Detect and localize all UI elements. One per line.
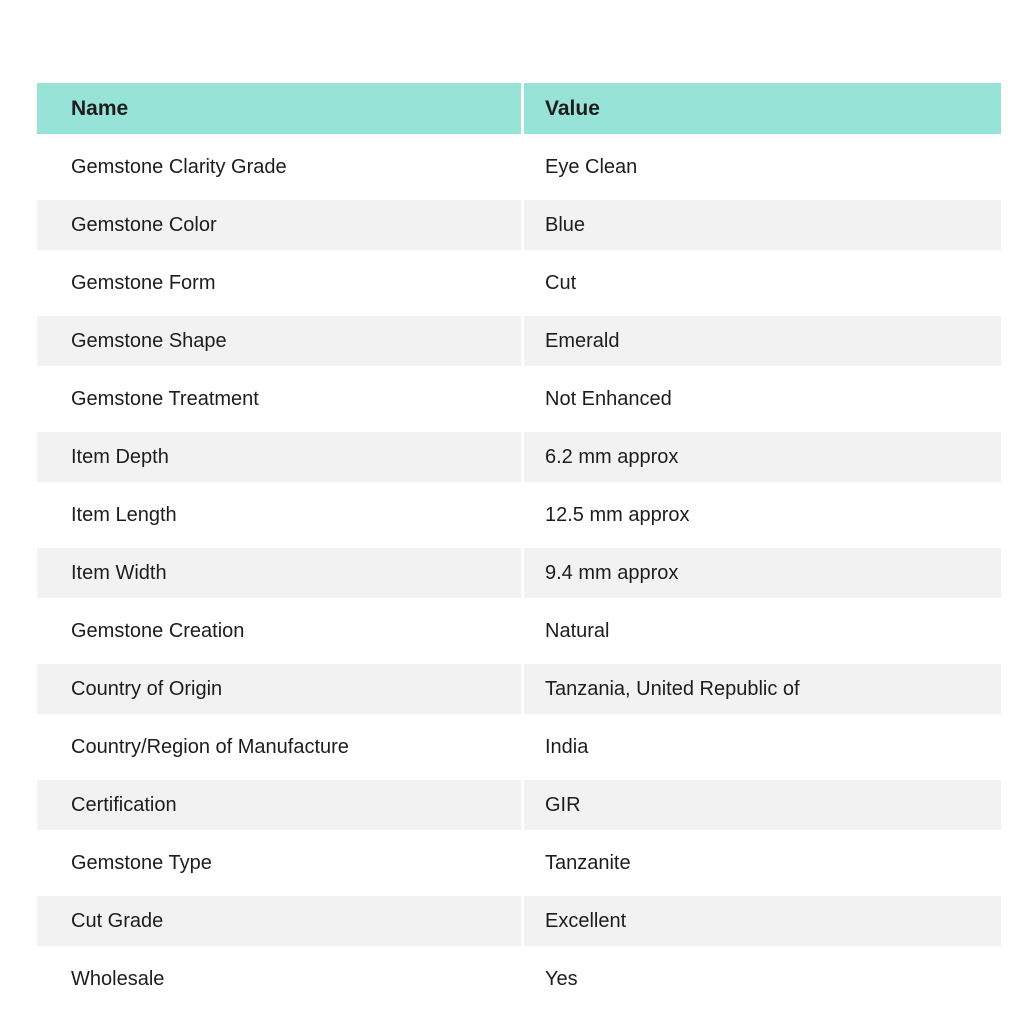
table-row [37,374,1001,424]
attribute-value-cell: Blue [524,200,1001,250]
attribute-name-cell: Wholesale [37,954,521,1004]
attribute-value-cell: Cut [524,258,1001,308]
table-row [37,316,1001,366]
attribute-value-cell: 6.2 mm approx [524,432,1001,482]
attribute-name-cell: Country/Region of Manufacture [37,722,521,772]
attribute-name-cell: Item Length [37,490,521,540]
attribute-value-cell: 12.5 mm approx [524,490,1001,540]
attribute-name-cell: Gemstone Form [37,258,521,308]
table-row [37,722,1001,772]
attribute-value-cell: Tanzanite [524,838,1001,888]
attribute-value-cell: India [524,722,1001,772]
spec-table [34,75,1004,1012]
attribute-value-cell: 9.4 mm approx [524,548,1001,598]
attribute-name-cell: Country of Origin [37,664,521,714]
table-row [37,606,1001,656]
attribute-name-cell: Item Depth [37,432,521,482]
attribute-name-cell: Gemstone Creation [37,606,521,656]
table-row [37,548,1001,598]
table-row [37,780,1001,830]
item-specifics-section [34,75,1024,1012]
attribute-name-cell: Gemstone Clarity Grade [37,142,521,192]
attribute-name-cell: Item Width [37,548,521,598]
table-row [37,954,1001,1004]
column-header-value: Value [524,83,1001,134]
attribute-name-cell: Gemstone Shape [37,316,521,366]
table-row [37,432,1001,482]
column-header-name: Name [37,83,521,134]
attribute-value-cell: Tanzania, United Republic of [524,664,1001,714]
attribute-value-cell: GIR [524,780,1001,830]
table-row [37,896,1001,946]
attribute-value-cell: Natural [524,606,1001,656]
attribute-value-cell: Excellent [524,896,1001,946]
table-row [37,258,1001,308]
attribute-value-cell: Eye Clean [524,142,1001,192]
attribute-name-cell: Certification [37,780,521,830]
attribute-name-cell: Gemstone Type [37,838,521,888]
table-row [37,200,1001,250]
attribute-name-cell: Cut Grade [37,896,521,946]
table-row [37,142,1001,192]
attribute-name-cell: Gemstone Color [37,200,521,250]
attribute-name-cell: Gemstone Treatment [37,374,521,424]
attribute-value-cell: Yes [524,954,1001,1004]
table-row [37,490,1001,540]
table-body [37,142,1001,1004]
attribute-value-cell: Emerald [524,316,1001,366]
table-row [37,664,1001,714]
header-row [37,83,1001,134]
table-row [37,838,1001,888]
attribute-value-cell: Not Enhanced [524,374,1001,424]
